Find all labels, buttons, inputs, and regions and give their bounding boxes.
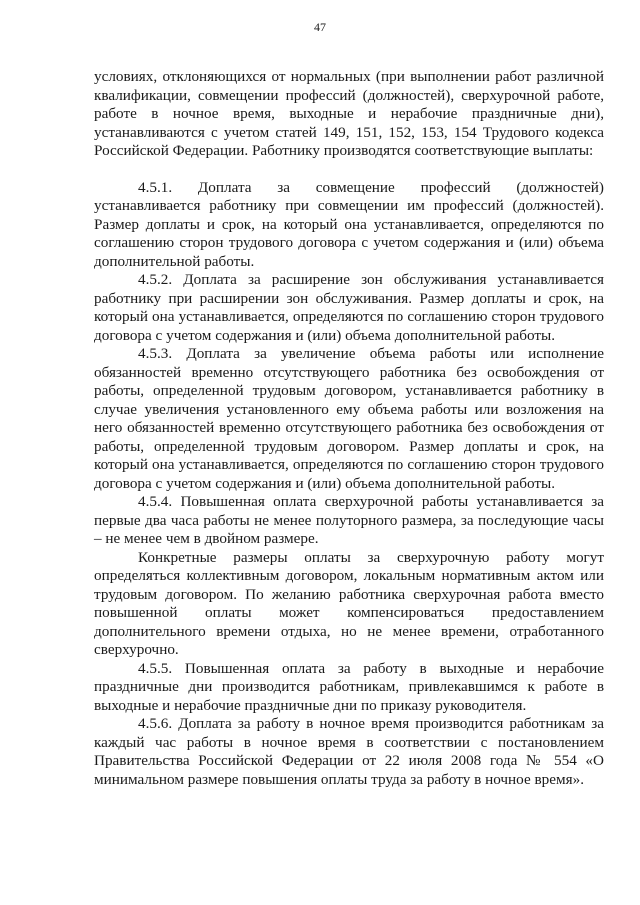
paragraph-4-5-6: 4.5.6. Доплата за работу в ночное время производится работникам за каждый час работы в ночное время в соответствии с постановлением Правительства Российской Федерации от 22 июля 2008 года № 554 «О минимальном размере повышения оплаты труда за работу в ночное время». <box>94 715 604 788</box>
page-number: 47 <box>314 20 326 34</box>
paragraph-4-5-5: 4.5.5. Повышенная оплата за работу в выходные и нерабочие праздничные дни производится работникам, привлекавшимся к работе в выходные и нерабочие праздничные дни по приказу руководителя. <box>94 659 604 714</box>
paragraph-overtime-specifics: Конкретные размеры оплаты за сверхурочную работу могут определяться коллективным договором, локальным нормативным актом или трудовым договором. По желанию работника сверхурочная работа вместо повышенной оплаты может компенсироваться предоставлением дополнительного времени отдыха, но не менее времени, отработанного сверхурочно. <box>94 548 604 658</box>
paragraph-4-5-1: 4.5.1. Доплата за совмещение профессий (должностей) устанавливается работнику при совмещении им профессий (должностей). Размер доплаты и срок, на который она устанавливается, определяются по соглашению сторон трудового договора с учетом содержания и (или) объема дополнительной работы. <box>94 178 604 270</box>
paragraph-4-5-4: 4.5.4. Повышенная оплата сверхурочной работы устанавливается за первые два часа работы не менее полуторного размера, за последующие часы – не менее чем в двойном размере. <box>94 493 604 547</box>
document-body <box>94 68 604 789</box>
paragraph-4-5-2: 4.5.2. Доплата за расширение зон обслуживания устанавливается работнику при расширении зон обслуживания. Размер доплаты и срок, на который она устанавливается, определяются по соглашению сторон трудового договора с учетом содержания и (или) объема дополнительной работы. <box>94 271 604 344</box>
paragraph-4-5-3: 4.5.3. Доплата за увеличение объема работы или исполнение обязанностей временно отсутствующего работника без освобождения от работы, определенной трудовым договором, устанавливается работнику в случае увеличения установленного ему объема работы или возложения на него обязанностей временно отсутствующего работника без освобождения от работы, определенной трудовым договором. Размер доплаты и срок, на который она устанавливается, определяются по соглашению сторон трудового договора с учетом содержания и (или) объема дополнительной работы. <box>94 345 604 492</box>
paragraph-intro-continuation: условиях, отклоняющихся от нормальных (при выполнении работ различной квалификации, совмещении профессий (должностей), сверхурочной работе, работе в ночное время, выходные и нерабочие праздничные дни), устанавливаются с учетом статей 149, 151, 152, 153, 154 Трудового кодекса Российской Федерации. Работнику производятся соответствующие выплаты: <box>94 68 604 159</box>
